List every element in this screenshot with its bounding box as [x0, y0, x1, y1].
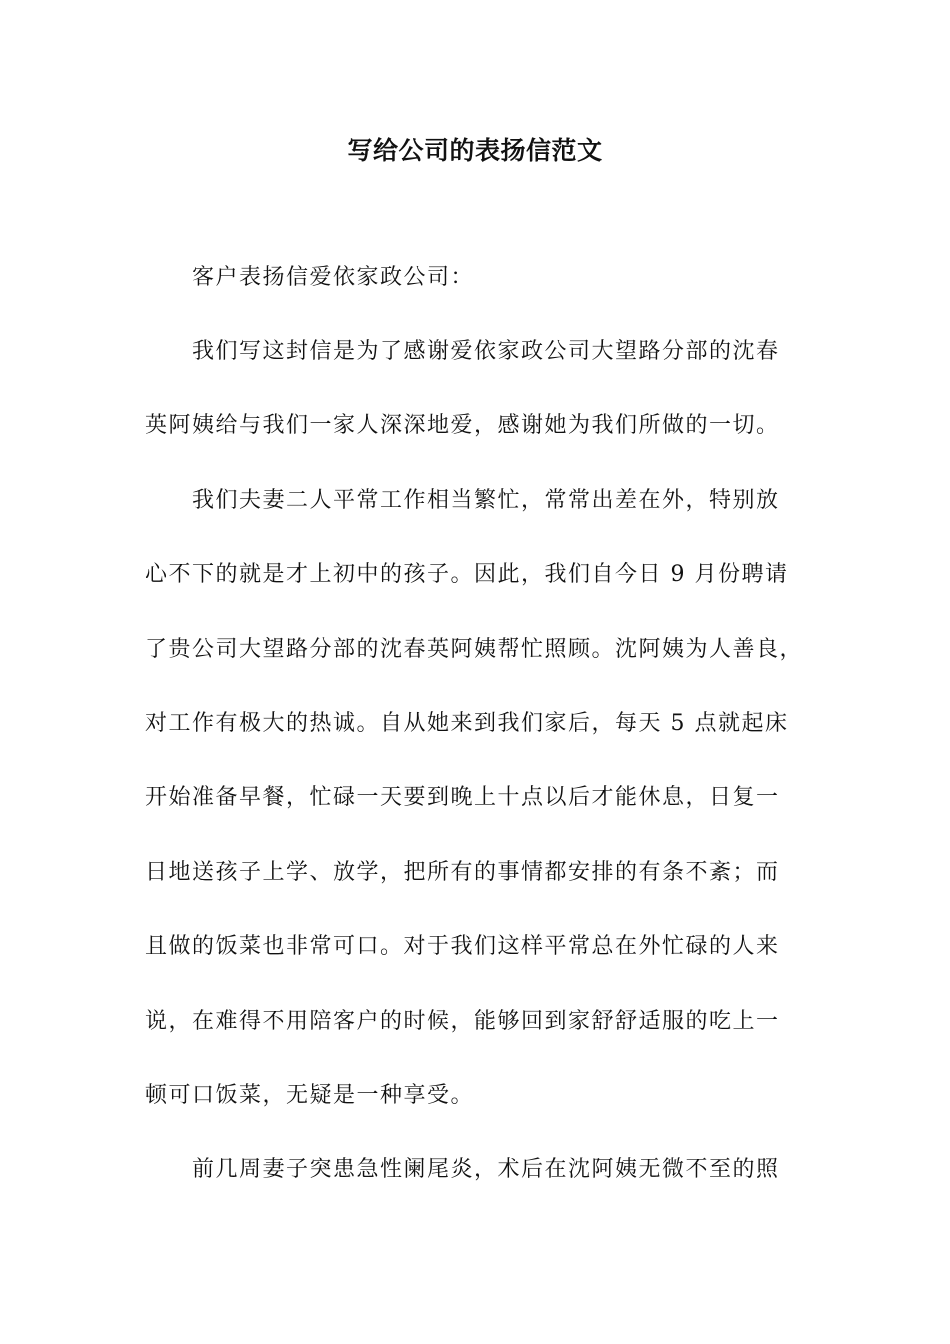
body-line: 对工作有极大的热诚。自从她来到我们家后，每天 5 点就起床: [145, 711, 789, 736]
salutation-line: 客户表扬信爱依家政公司：: [192, 265, 475, 290]
document-title: 写给公司的表扬信范文: [347, 136, 603, 165]
body-line: 心不下的就是才上初中的孩子。因此，我们自今日 9 月份聘请: [145, 562, 789, 587]
body-line: 且做的饭菜也非常可口。对于我们这样平常总在外忙碌的人来: [145, 934, 780, 959]
body-line: 我们写这封信是为了感谢爱依家政公司大望路分部的沈春: [192, 339, 780, 364]
body-line: 顿可口饭菜，无疑是一种享受。: [145, 1083, 475, 1108]
body-line: 了贵公司大望路分部的沈春英阿姨帮忙照顾。沈阿姨为人善良，: [145, 637, 804, 662]
body-line: 开始准备早餐，忙碌一天要到晚上十点以后才能休息，日复一: [145, 785, 780, 810]
body-line: 说，在难得不用陪客户的时候，能够回到家舒舒适服的吃上一: [145, 1009, 780, 1034]
body-line: 日地送孩子上学、放学，把所有的事情都安排的有条不紊；而: [145, 860, 780, 885]
body-line: 我们夫妻二人平常工作相当繁忙，常常出差在外，特别放: [192, 488, 780, 513]
body-line: 前几周妻子突患急性阑尾炎，术后在沈阿姨无微不至的照: [192, 1157, 780, 1182]
body-line: 英阿姨给与我们一家人深深地爱，感谢她为我们所做的一切。: [145, 413, 780, 438]
